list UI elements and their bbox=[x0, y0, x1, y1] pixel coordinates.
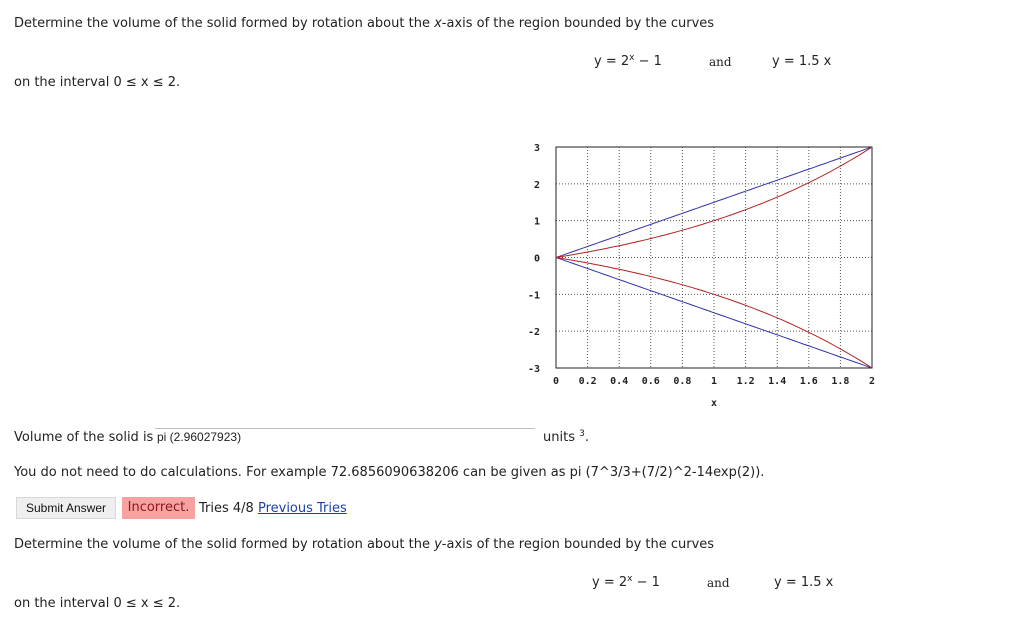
curve-2-equation: y = 1.5 x bbox=[772, 54, 832, 69]
y-tick-label: -2 bbox=[527, 327, 540, 339]
interval-text: on the interval 0 ≤ x ≤ 2. bbox=[14, 75, 181, 90]
axis-variable: y bbox=[434, 537, 442, 552]
and-text: and bbox=[707, 576, 730, 590]
x-tick-label: 2 bbox=[868, 376, 876, 387]
region-graph bbox=[520, 135, 890, 410]
x-tick-label: 0 bbox=[552, 376, 560, 387]
tries-status: Tries 4/8 Previous Tries bbox=[199, 501, 347, 516]
volume-label: Volume of the solid is bbox=[14, 430, 154, 445]
status-badge: Incorrect. bbox=[122, 497, 195, 519]
x-tick-label: 0.6 bbox=[641, 376, 660, 387]
curve-1-equation: $y = 2^x - 1$ bbox=[592, 574, 660, 590]
x-tick-label: 0.2 bbox=[578, 376, 597, 387]
curve-2-equation: y = 1.5 x bbox=[774, 575, 834, 590]
volume-answer-input[interactable] bbox=[155, 428, 535, 445]
x-tick-label: 0.8 bbox=[673, 376, 692, 387]
hint-text: You do not need to do calculations. For example 72.6856090638206 can be given as pi (7^3/3+(7/2)^2-14exp(2)). bbox=[14, 465, 765, 480]
y-tick-label: 0 bbox=[533, 253, 540, 265]
and-text: and bbox=[709, 55, 732, 69]
submit-answer-button[interactable]: Submit Answer bbox=[16, 497, 116, 519]
y-tick-label: 1 bbox=[533, 216, 540, 228]
curve-1-equation: $y = 2^x - 1$ bbox=[594, 53, 662, 69]
question1-prompt: Determine the volume of the solid formed by rotation about the x-axis of the region bounded by the curves bbox=[14, 16, 715, 31]
x-tick-label: 0.4 bbox=[610, 376, 629, 387]
previous-tries-link[interactable]: Previous Tries bbox=[257, 501, 347, 516]
y-tick-label: 2 bbox=[533, 179, 540, 191]
x-tick-label: 1.8 bbox=[831, 376, 850, 387]
question2-prompt: Determine the volume of the solid formed by rotation about the y-axis of the region bounded by the curves bbox=[14, 537, 715, 552]
x-tick-label: 1 bbox=[710, 376, 718, 387]
y-tick-label: -1 bbox=[527, 290, 540, 302]
interval-text: on the interval 0 ≤ x ≤ 2. bbox=[14, 596, 181, 611]
units-label: units $^3$. bbox=[543, 429, 589, 445]
x-tick-label: 1.4 bbox=[768, 376, 787, 387]
x-tick-label: 1.6 bbox=[799, 376, 818, 387]
x-axis-label: x bbox=[710, 398, 718, 409]
axis-variable: x bbox=[434, 16, 442, 31]
x-tick-label: 1.2 bbox=[736, 376, 755, 387]
y-tick-label: -3 bbox=[527, 364, 540, 375]
y-tick-label: 3 bbox=[533, 143, 540, 154]
